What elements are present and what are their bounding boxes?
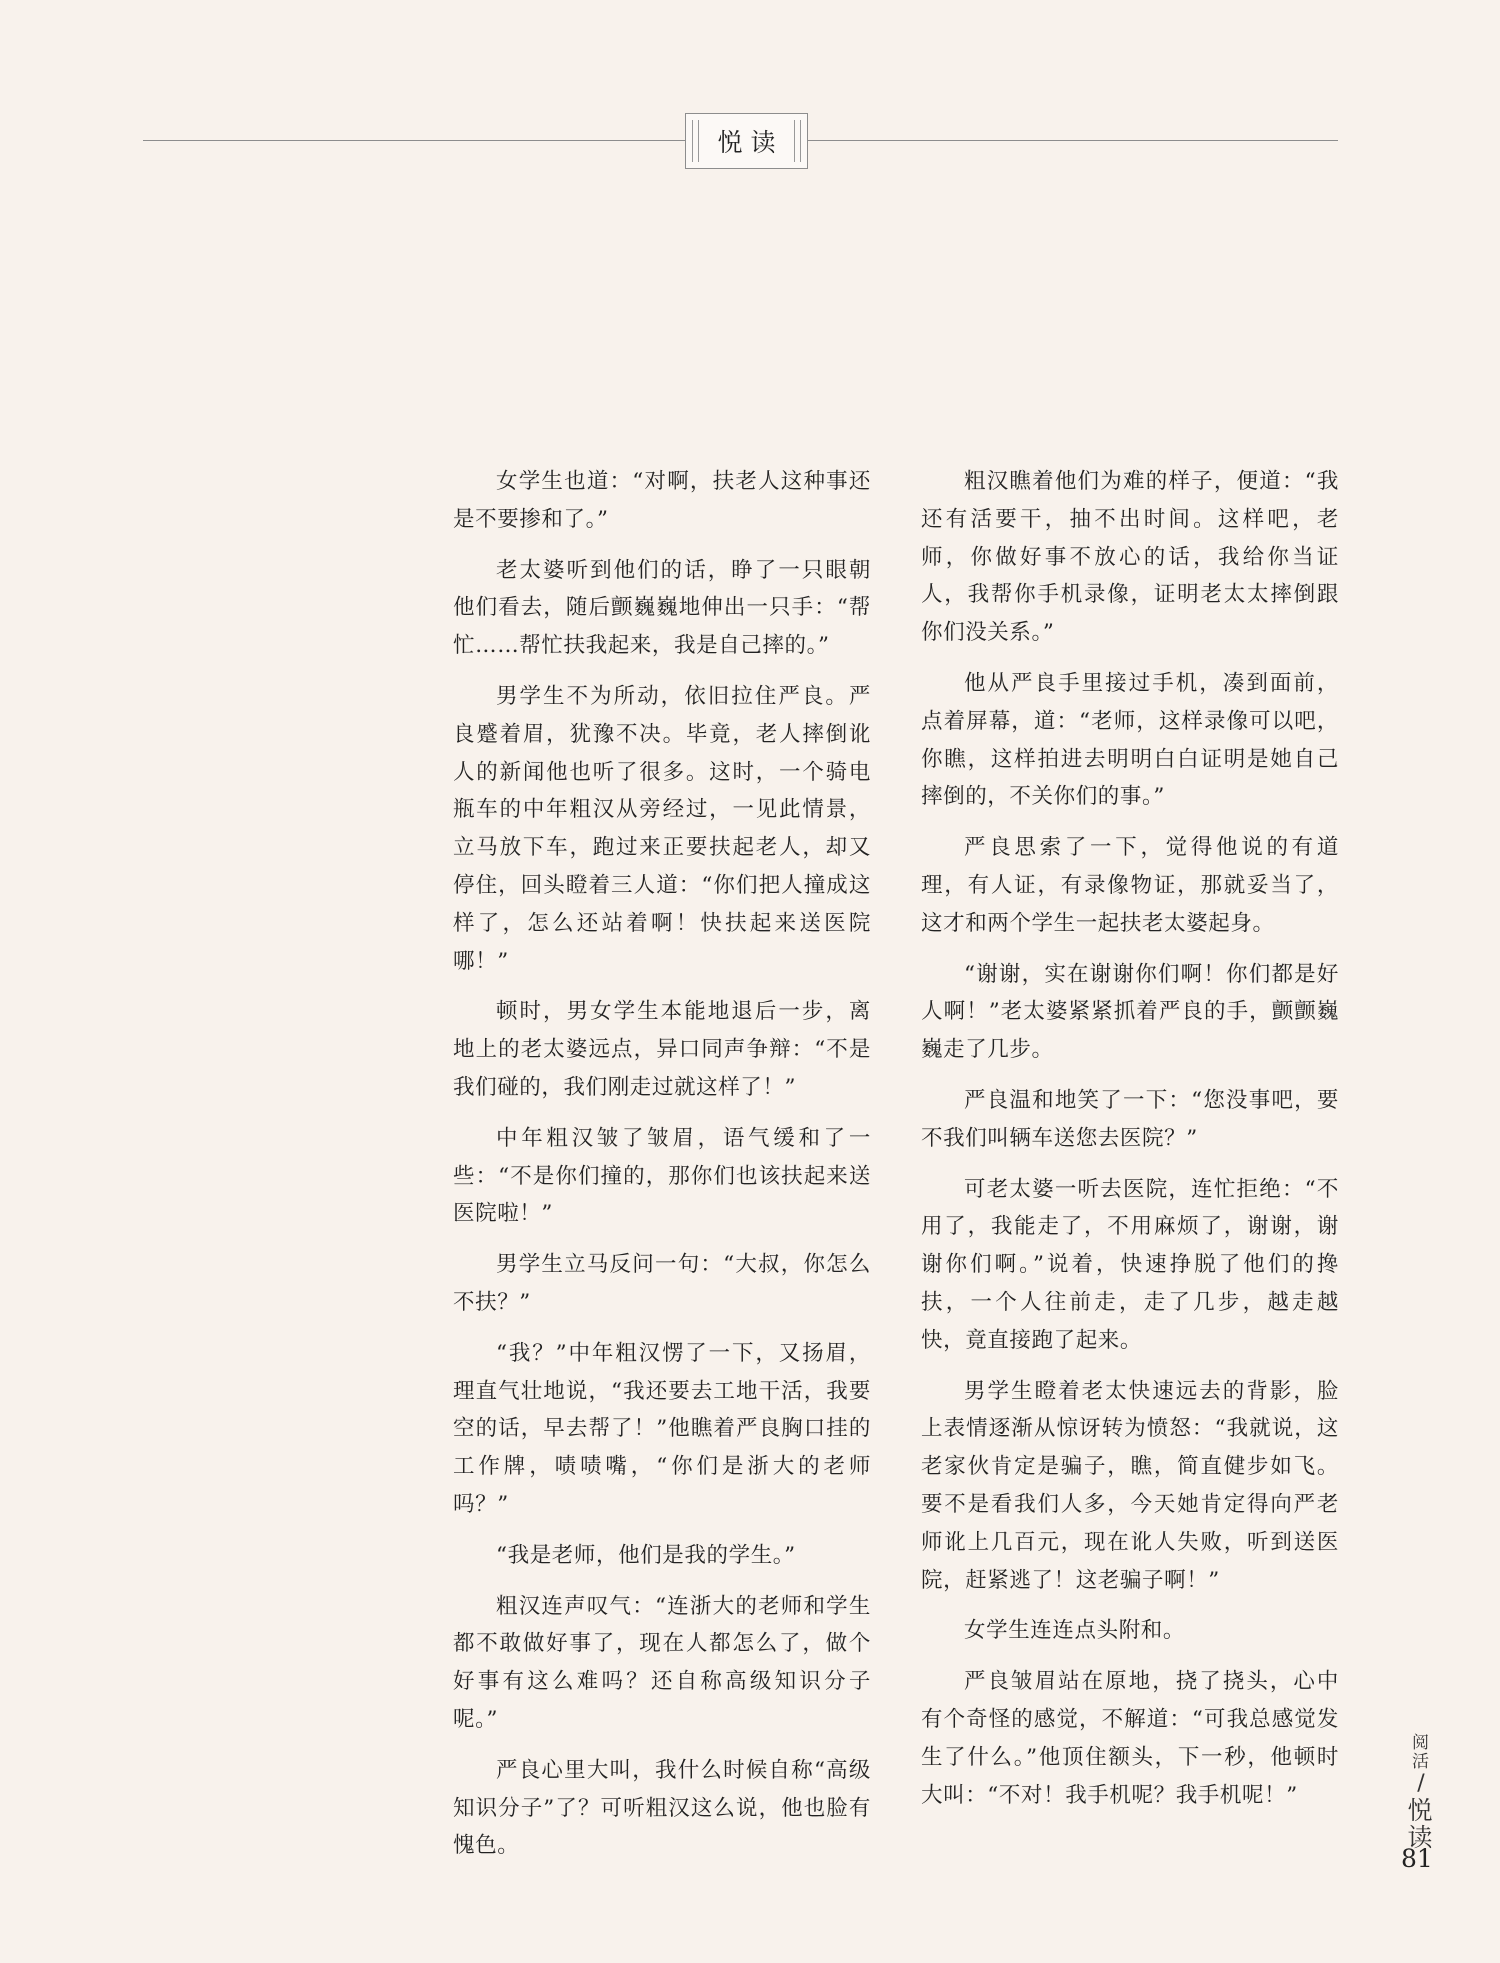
- paragraph: “谢谢，实在谢谢你们啊！你们都是好人啊！”老太婆紧紧抓着严良的手，颤颤巍巍走了几步。: [921, 961, 1339, 1063]
- paragraph: 严良思索了一下，觉得他说的有道理，有人证，有录像物证，那就妥当了，这才和两个学生一起扶老太婆起身。: [921, 835, 1339, 936]
- label-separator: /: [1417, 1771, 1425, 1796]
- paragraph: 老太婆听到他们的话，睁了一只眼朝他们看去，随后颤巍巍地伸出一只手：“帮忙……帮忙扶我起来，我是自己摔的。”: [453, 557, 871, 659]
- paragraph: “我？”中年粗汉愣了一下，又扬眉，理直气壮地说，“我还要去工地干活，我要空的话，早去帮了！”他瞧着严良胸口挂的工作牌，啧啧嘴，“你们是浙大的老师吗？”: [453, 1340, 871, 1517]
- header-rule-right: [808, 140, 1338, 141]
- paragraph: 可老太婆一听去医院，连忙拒绝：“不用了，我能走了，不用麻烦了，谢谢，谢谢你们啊。”说着，快速挣脱了他们的搀扶，一个人往前走，走了几步，越走越快，竟直接跑了起来。: [921, 1176, 1339, 1353]
- paragraph: 男学生不为所动，依旧拉住严良。严良蹙着眉，犹豫不决。毕竟，老人摔倒讹人的新闻他也听了很多。这时，一个骑电瓶车的中年粗汉从旁经过，一见此情景，立马放下车，跑过来正要扶起老人，却又停住，回头瞪着三人道：“你们把人撞成这样了，怎么还站着啊！快扶起来送医院哪！”: [453, 683, 871, 974]
- paragraph: 顿时，男女学生本能地退后一步，离地上的老太婆远点，异口同声争辩：“不是我们碰的，我们刚走过就这样了！”: [453, 999, 871, 1100]
- article-column-left: [453, 463, 871, 1878]
- header-rule-left: [143, 140, 685, 141]
- paragraph: “我是老师，他们是我的学生。”: [496, 1542, 796, 1568]
- page-number: 81: [1401, 1844, 1433, 1873]
- paragraph: 中年粗汉皱了皱眉，语气缓和了一些：“不是你们撞的，那你们也该扶起来送医院啦！”: [453, 1125, 871, 1227]
- paragraph: 粗汉瞧着他们为难的样子，便道：“我还有活要干，抽不出时间。这样吧，老师，你做好事不放心的话，我给你当证人，我帮你手机录像，证明老太太摔倒跟你们没关系。”: [921, 469, 1339, 646]
- section-header-badge: [685, 113, 808, 169]
- article-column-right: [921, 463, 1339, 1827]
- paragraph: 男学生立马反问一句：“大叔，你怎么不扶？”: [453, 1252, 871, 1315]
- paragraph: 严良皱眉站在原地，挠了挠头，心中有个奇怪的感觉，不解道：“可我总感觉发生了什么。”他顶住额头，下一秒，他顿时大叫：“不对！我手机呢？我手机呢！”: [921, 1669, 1339, 1808]
- paragraph: 女学生也道：“对啊，扶老人这种事还是不要掺和了。”: [453, 469, 871, 532]
- paragraph: 他从严良手里接过手机，凑到面前，点着屏幕，道：“老师，这样录像可以吧，你瞧，这样拍进去明明白白证明是她自己摔倒的，不关你们的事。”: [921, 670, 1339, 810]
- magazine-section-label: [1400, 1733, 1436, 1851]
- section-title: 悦读: [717, 128, 784, 157]
- paragraph: 女学生连连点头附和。: [964, 1618, 1186, 1644]
- paragraph: 严良心里大叫，我什么时候自称“高级知识分子”了？可听粗汉这么说，他也脸有愧色。: [453, 1757, 871, 1859]
- paragraph: 男学生瞪着老太快速远去的背影，脸上表情逐渐从惊讶转为愤怒：“我就说，这老家伙肯定是骗子，瞧，简直健步如飞。要不是看我们人多，今天她肯定得向严老师讹上几百元，现在讹人失败，听到送医院，赶紧逃了！这老骗子啊！”: [921, 1378, 1339, 1593]
- magazine-name: 阅活: [1408, 1733, 1428, 1771]
- section-name: 悦读: [1404, 1797, 1433, 1851]
- paragraph: 粗汉连声叹气：“连浙大的老师和学生都不敢做好事了，现在人都怎么了，做个好事有这么难吗？还自称高级知识分子呢。”: [453, 1593, 871, 1732]
- paragraph: 严良温和地笑了一下：“您没事吧，要不我们叫辆车送您去医院？”: [921, 1087, 1339, 1151]
